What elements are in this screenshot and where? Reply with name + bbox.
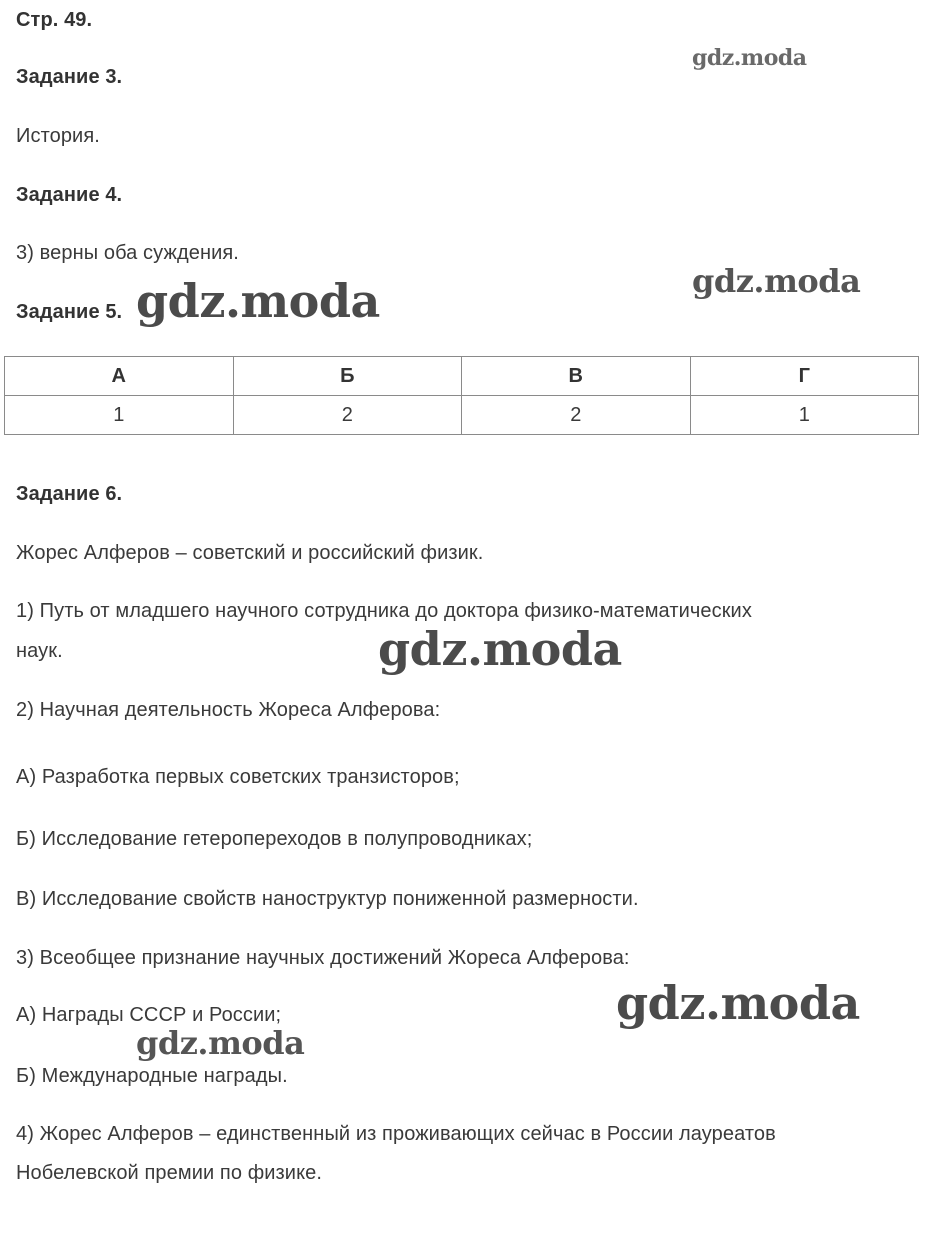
task4-answer: 3) верны оба суждения. [16,242,239,264]
task6-line: Жорес Алферов – советский и российский физик. [16,542,484,564]
watermark: gdz.moda [616,976,860,1030]
task4-heading: Задание 4. [16,184,123,206]
task6-line: А) Разработка первых советских транзисторов; [16,766,460,788]
task6-line: 1) Путь от младшего научного сотрудника до доктора физико-математических [16,600,752,622]
table-cell: 1 [5,396,234,435]
watermark: gdz.moda [136,1024,305,1062]
task5-heading: Задание 5. [16,301,123,323]
task6-line: 3) Всеобщее признание научных достижений Жореса Алферова: [16,947,630,969]
table-cell: 2 [462,396,691,435]
page-header: Стр. 49. [16,9,93,31]
table-cell: 2 [233,396,462,435]
table-header-cell: Г [690,357,919,396]
task6-heading: Задание 6. [16,483,123,505]
task6-line: 4) Жорес Алферов – единственный из проживающих сейчас в России лауреатов [16,1123,776,1145]
watermark: gdz.moda [378,622,622,676]
task6-line: Б) Международные награды. [16,1065,288,1087]
task6-line: наук. [16,640,63,662]
table-header-cell: А [5,357,234,396]
table-header-row [5,357,919,396]
task6-line: Нобелевской премии по физике. [16,1162,323,1184]
watermark: gdz.moda [692,262,861,300]
task6-line: 2) Научная деятельность Жореса Алферова: [16,699,441,721]
watermark: gdz.moda [136,274,380,328]
task5-answer-table [4,356,919,435]
task6-line: Б) Исследование гетеропереходов в полупроводниках; [16,828,533,850]
task3-heading: Задание 3. [16,66,123,88]
table-row [5,396,919,435]
watermark: gdz.moda [692,45,807,71]
task3-answer: История. [16,125,100,147]
table-header-cell: В [462,357,691,396]
table-header-cell: Б [233,357,462,396]
table-cell: 1 [690,396,919,435]
task6-line: В) Исследование свойств наноструктур пониженной размерности. [16,888,639,910]
task6-line: А) Награды СССР и России; [16,1004,282,1026]
